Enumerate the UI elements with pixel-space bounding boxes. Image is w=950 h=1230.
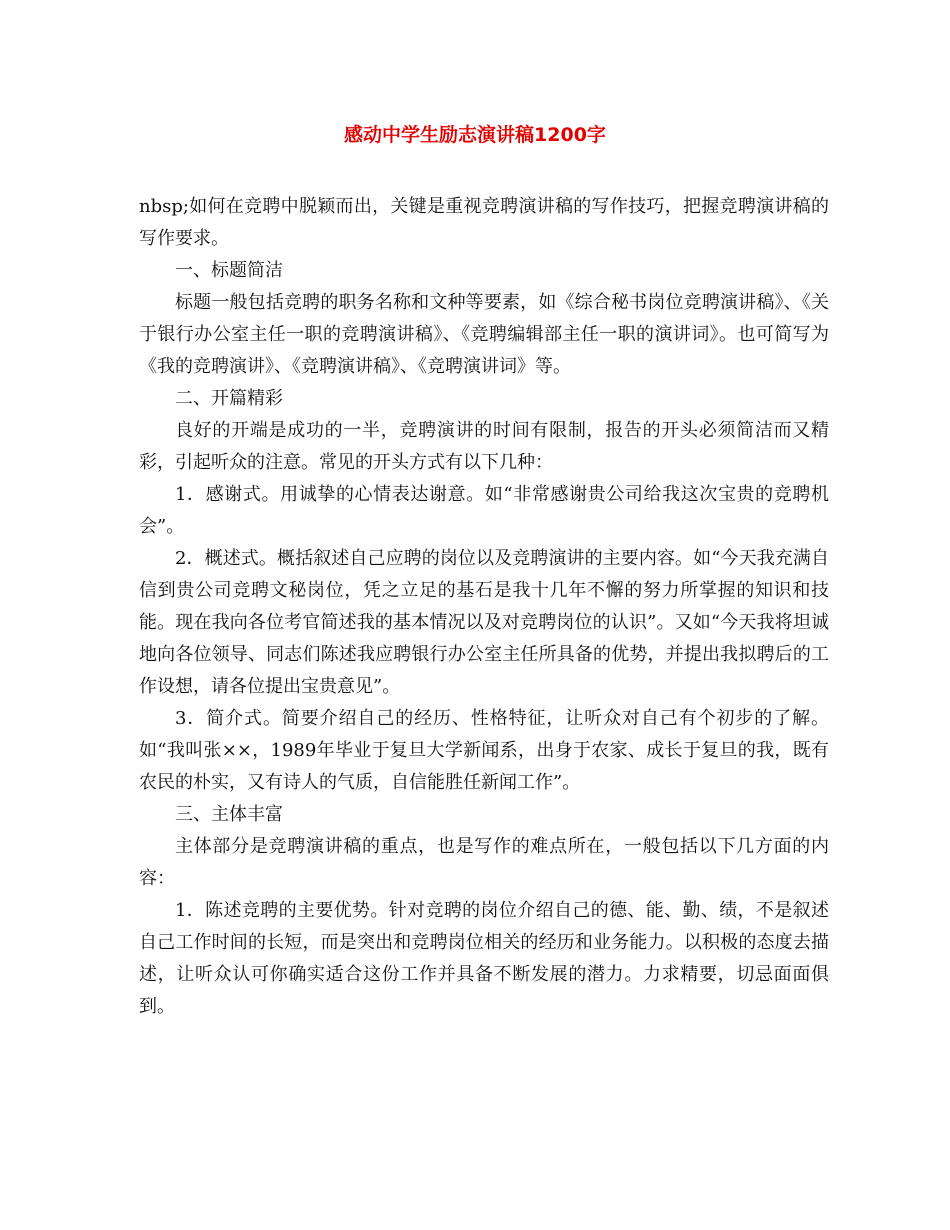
document-body [139,191,829,1023]
list-item: 2．概述式。概括叙述自己应聘的岗位以及竞聘演讲的主要内容。如“今天我充满自信到贵公司竞聘文秘岗位，凭之立足的基石是我十几年不懈的努力所掌握的知识和技能。现在我向各位考官简述我的基本情况以及对竞聘岗位的认识”。又如“今天我将坦诚地向各位领导、同志们陈述我应聘银行办公室主任所具备的优势，并提出我拟聘后的工作设想，请各位提出宝贵意见”。 [139,548,829,697]
paragraph: 主体部分是竞聘演讲稿的重点，也是写作的难点所在，一般包括以下几方面的内容： [139,836,829,889]
section-heading: 二、开篇精彩 [175,388,283,409]
list-item: 1．感谢式。用诚挚的心情表达谢意。如“非常感谢贵公司给我这次宝贵的竞聘机会”。 [139,484,829,537]
paragraph: 标题一般包括竞聘的职务名称和文种等要素，如《综合秘书岗位竞聘演讲稿》、《关于银行办公室主任一职的竞聘演讲稿》、《竞聘编辑部主任一职的演讲词》。也可简写为《我的竞聘演讲》、《竞聘演讲稿》、《竞聘演讲词》等。 [139,292,829,377]
list-item: 3．简介式。简要介绍自己的经历、性格特征，让听众对自己有个初步的了解。如“我叫张××，1989年毕业于复旦大学新闻系，出身于农家、成长于复旦的我，既有农民的朴实，又有诗人的气质，自信能胜任新闻工作”。 [139,708,829,793]
list-item: 1．陈述竞聘的主要优势。针对竞聘的岗位介绍自己的德、能、勤、绩，不是叙述自己工作时间的长短，而是突出和竞聘岗位相关的经历和业务能力。以积极的态度去描述，让听众认可你确实适合这份工作并具备不断发展的潜力。力求精要，切忌面面俱到。 [139,900,829,1017]
document-title: 感动中学生励志演讲稿1200字 [344,124,606,146]
paragraph: 良好的开端是成功的一半，竞聘演讲的时间有限制，报告的开头必须简洁而又精彩，引起听众的注意。常见的开头方式有以下几种： [139,420,829,473]
section-heading: 三、主体丰富 [175,804,283,825]
paragraph: nbsp;如何在竞聘中脱颖而出，关键是重视竞聘演讲稿的写作技巧，把握竞聘演讲稿的写作要求。 [139,196,829,249]
section-heading: 一、标题简洁 [175,260,283,281]
